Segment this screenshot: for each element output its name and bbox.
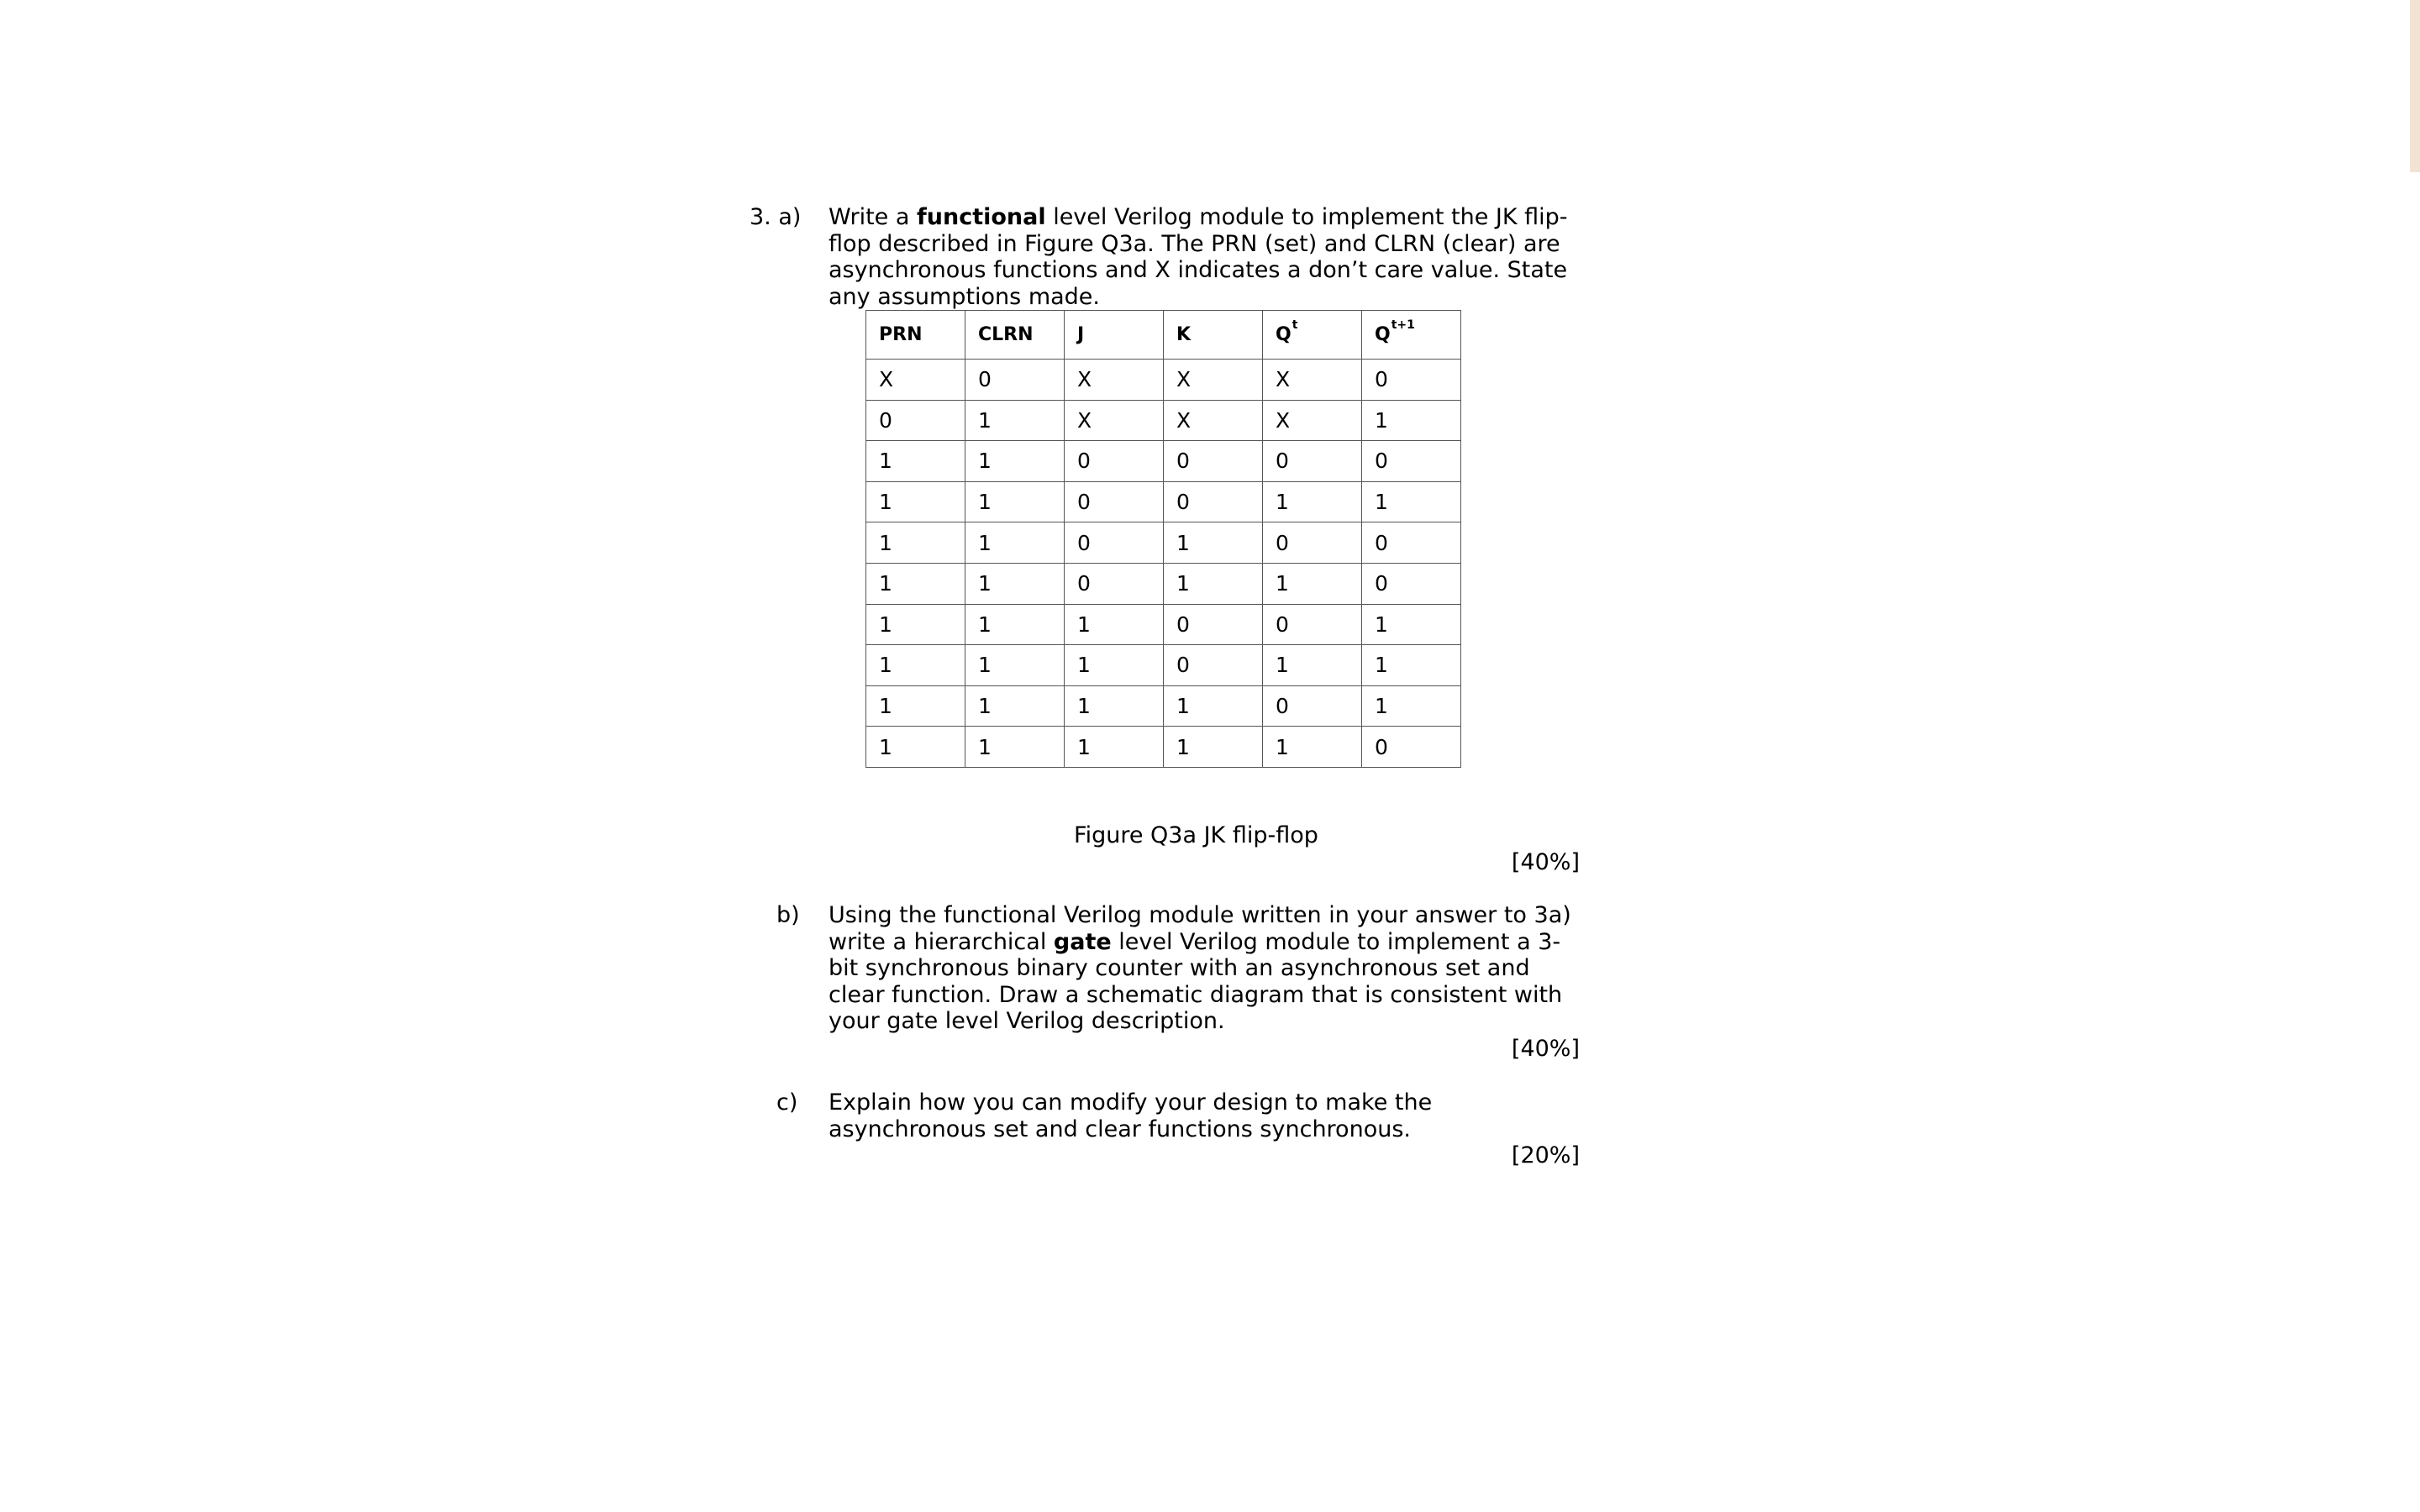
scrollbar[interactable] [2410,0,2420,172]
table-row [866,727,1461,768]
cell-qt: 1 [1263,563,1362,604]
part-a-text-pre: Write a [829,204,917,230]
part-c-marks: [20%] [1511,1142,1580,1168]
truth-table-body [866,360,1461,768]
part-c-label: c) [776,1089,798,1116]
cell-clrn: 1 [965,522,1065,564]
cell-qt1: 1 [1362,685,1461,727]
cell-prn: 1 [866,522,965,564]
table-row [866,645,1461,686]
cell-qt1: 0 [1362,727,1461,768]
cell-qt: 1 [1263,481,1362,522]
cell-j: 0 [1065,441,1164,482]
cell-clrn: 1 [965,441,1065,482]
cell-j: 1 [1065,604,1164,645]
part-b-marks: [40%] [1511,1036,1580,1062]
cell-qt1: 1 [1362,604,1461,645]
table-row [866,360,1461,401]
cell-k: 0 [1164,604,1263,645]
header-qt [1263,311,1362,360]
truth-table-header-row [866,311,1461,360]
cell-prn: 1 [866,481,965,522]
table-row [866,441,1461,482]
cell-prn: 1 [866,563,965,604]
cell-qt1: 0 [1362,441,1461,482]
header-clrn-label: CLRN [978,324,1034,345]
question-number: 3. a) [750,204,802,230]
cell-j: 0 [1065,563,1164,604]
cell-qt: 0 [1263,441,1362,482]
cell-k: X [1164,360,1263,401]
figure-caption: Figure Q3a JK flip-flop [1074,822,1318,848]
part-b-bold: gate [1053,928,1112,955]
part-a-bold: functional [917,204,1046,230]
cell-clrn: 0 [965,360,1065,401]
header-qt-label: Q [1276,324,1292,345]
cell-prn: 1 [866,604,965,645]
cell-prn: 1 [866,727,965,768]
cell-j: X [1065,400,1164,441]
cell-qt: X [1263,400,1362,441]
table-row [866,685,1461,727]
cell-qt1: 1 [1362,645,1461,686]
cell-clrn: 1 [965,481,1065,522]
header-j-label: J [1077,324,1085,345]
cell-qt: 0 [1263,522,1362,564]
cell-clrn: 1 [965,727,1065,768]
part-b-text-post: level Verilog module to implement a 3-bit synchronous binary counter with an asynchronous set and clear function. Draw a schematic diagram that is consistent with your gate level Verilog description. [829,928,1563,1034]
cell-qt1: 1 [1362,481,1461,522]
cell-k: 0 [1164,481,1263,522]
table-row [866,400,1461,441]
cell-k: 1 [1164,685,1263,727]
cell-j: 1 [1065,685,1164,727]
cell-k: 1 [1164,522,1263,564]
cell-prn: 0 [866,400,965,441]
cell-k: 0 [1164,441,1263,482]
cell-j: 1 [1065,645,1164,686]
header-qt-sup: t [1292,318,1298,332]
header-clrn [965,311,1065,360]
cell-prn: 1 [866,441,965,482]
cell-qt: 0 [1263,685,1362,727]
header-qt1-label: Q [1375,324,1391,345]
cell-prn: 1 [866,645,965,686]
cell-clrn: 1 [965,645,1065,686]
part-b-text-pre: Using the functional Verilog module written in your answer to 3a) write a hierarchical [829,902,1571,955]
cell-prn: X [866,360,965,401]
table-row [866,522,1461,564]
part-b-text [829,902,1585,1035]
cell-k: X [1164,400,1263,441]
cell-qt1: 1 [1362,400,1461,441]
header-prn [866,311,965,360]
cell-k: 1 [1164,727,1263,768]
cell-clrn: 1 [965,563,1065,604]
cell-j: 0 [1065,481,1164,522]
table-row [866,563,1461,604]
cell-j: X [1065,360,1164,401]
header-qt1 [1362,311,1461,360]
cell-qt: X [1263,360,1362,401]
cell-k: 0 [1164,645,1263,686]
cell-j: 1 [1065,727,1164,768]
cell-qt: 1 [1263,727,1362,768]
header-j [1065,311,1164,360]
part-b-label: b) [776,902,800,928]
header-qt1-sup: t+1 [1391,318,1415,332]
table-row [866,481,1461,522]
cell-qt: 0 [1263,604,1362,645]
cell-j: 0 [1065,522,1164,564]
truth-table [865,310,1461,768]
part-a-marks: [40%] [1511,849,1580,875]
cell-clrn: 1 [965,604,1065,645]
cell-prn: 1 [866,685,965,727]
part-c-text: Explain how you can modify your design to make the asynchronous set and clear functions synchronous. [829,1089,1433,1142]
cell-qt1: 0 [1362,563,1461,604]
part-a-text-post: level Verilog module to implement the JK flip-flop described in Figure Q3a. The PRN (set) and CLRN (clear) are asynchronous functions and X indicates a don’t care value. State any assumptions made. [829,204,1568,310]
header-k-label: K [1176,324,1192,345]
cell-qt: 1 [1263,645,1362,686]
header-prn-label: PRN [879,324,923,345]
cell-qt1: 0 [1362,360,1461,401]
cell-clrn: 1 [965,685,1065,727]
cell-qt1: 0 [1362,522,1461,564]
table-row [866,604,1461,645]
cell-k: 1 [1164,563,1263,604]
header-k [1164,311,1263,360]
cell-clrn: 1 [965,400,1065,441]
part-a-text [829,204,1585,310]
